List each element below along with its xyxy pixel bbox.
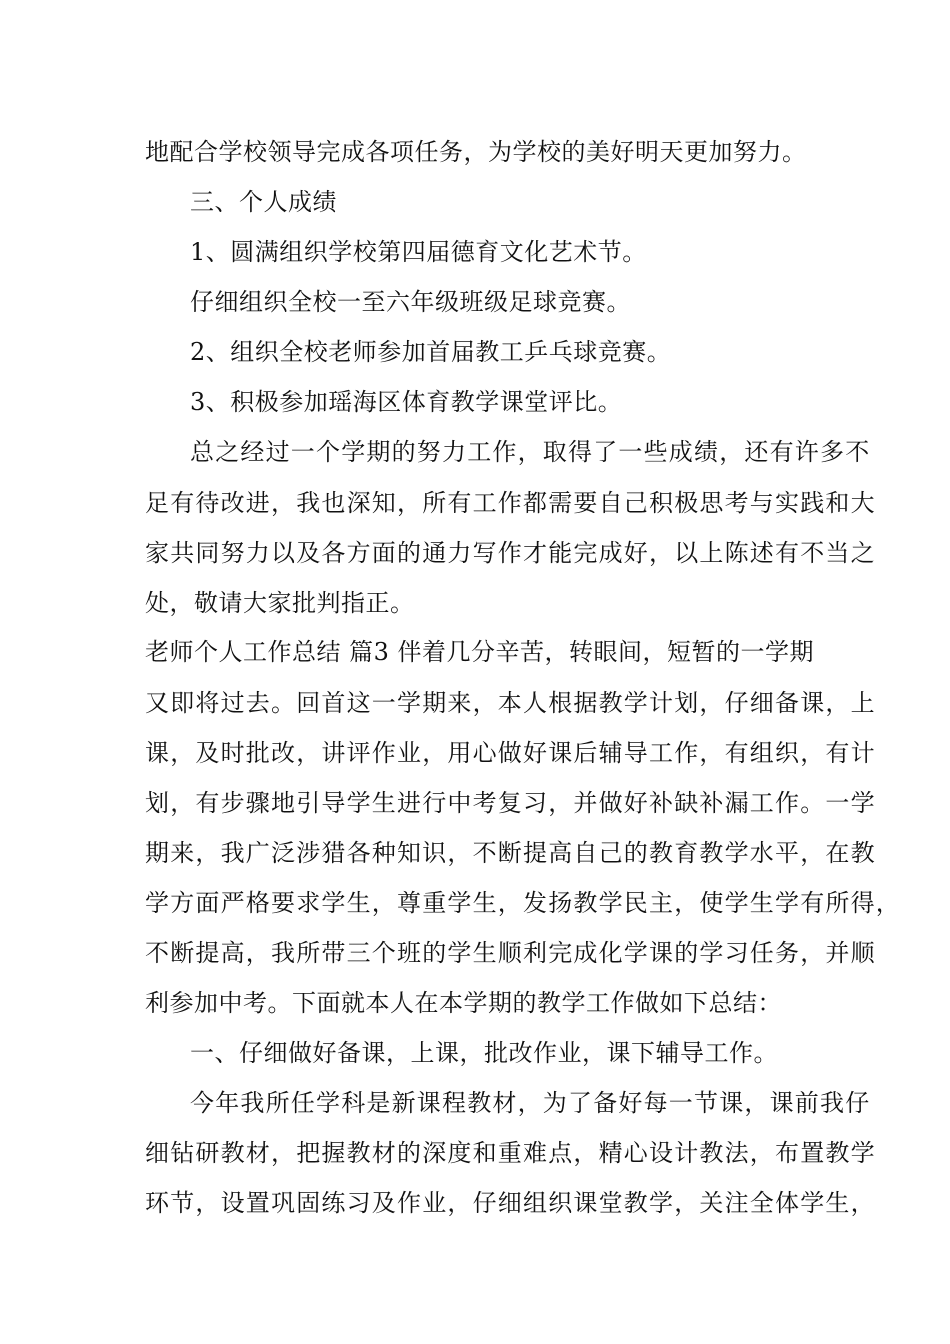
body-line-2: 课，及时批改，讲评作业，用心做好课后辅导工作，有组织，有计 xyxy=(145,739,876,767)
paragraph-line-3: 环节，设置巩固练习及作业，仔细组织课堂教学，关注全体学生， xyxy=(145,1189,876,1217)
summary-paragraph-line-4: 处，敬请大家批判指正。 xyxy=(145,589,415,617)
paragraph-line-2: 细钻研教材，把握教材的深度和重难点，精心设计教法，布置教学 xyxy=(145,1139,876,1167)
section-heading-one: 一、仔细做好备课，上课，批改作业，课下辅导工作。 xyxy=(190,1039,778,1067)
body-line-6: 不断提高，我所带三个班的学生顺利完成化学课的学习任务，并顺 xyxy=(145,939,876,967)
section-heading-personal-achievements: 三、个人成绩 xyxy=(190,188,337,216)
summary-paragraph-line-2: 足有待改进，我也深知，所有工作都需要自己积极思考与实践和大 xyxy=(145,489,876,517)
body-line-5: 学方面严格要求学生，尊重学生，发扬教学民主，使学生学有所得， xyxy=(145,889,901,917)
body-line-3: 划，有步骤地引导学生进行中考复习，并做好补缺补漏工作。一学 xyxy=(145,789,876,817)
summary-paragraph-line-1: 总之经过一个学期的努力工作，取得了一些成绩，还有许多不 xyxy=(190,438,871,466)
list-item-2: 2、组织全校老师参加首届教工乒乓球竞赛。 xyxy=(190,338,672,366)
article-heading-line: 老师个人工作总结 篇3 伴着几分辛苦，转眼间，短暂的一学期 xyxy=(145,638,815,666)
list-item-1: 1、圆满组织学校第四届德育文化艺术节。 xyxy=(190,238,647,266)
summary-paragraph-line-3: 家共同努力以及各方面的通力写作才能完成好，以上陈述有不当之 xyxy=(145,539,876,567)
paragraph-line-1: 今年我所任学科是新课程教材，为了备好每一节课，课前我仔 xyxy=(190,1089,871,1117)
text-line-1: 地配合学校领导完成各项任务，为学校的美好明天更加努力。 xyxy=(145,138,807,166)
body-line-4: 期来，我广泛涉猎各种知识，不断提高自己的教育教学水平，在教 xyxy=(145,839,876,867)
text-line-football: 仔细组织全校一至六年级班级足球竞赛。 xyxy=(190,288,631,316)
body-line-1: 又即将过去。回首这一学期来，本人根据教学计划，仔细备课，上 xyxy=(145,689,876,717)
list-item-3: 3、积极参加瑶海区体育教学课堂评比。 xyxy=(190,388,623,416)
body-line-7: 利参加中考。下面就本人在本学期的教学工作做如下总结： xyxy=(145,989,782,1017)
